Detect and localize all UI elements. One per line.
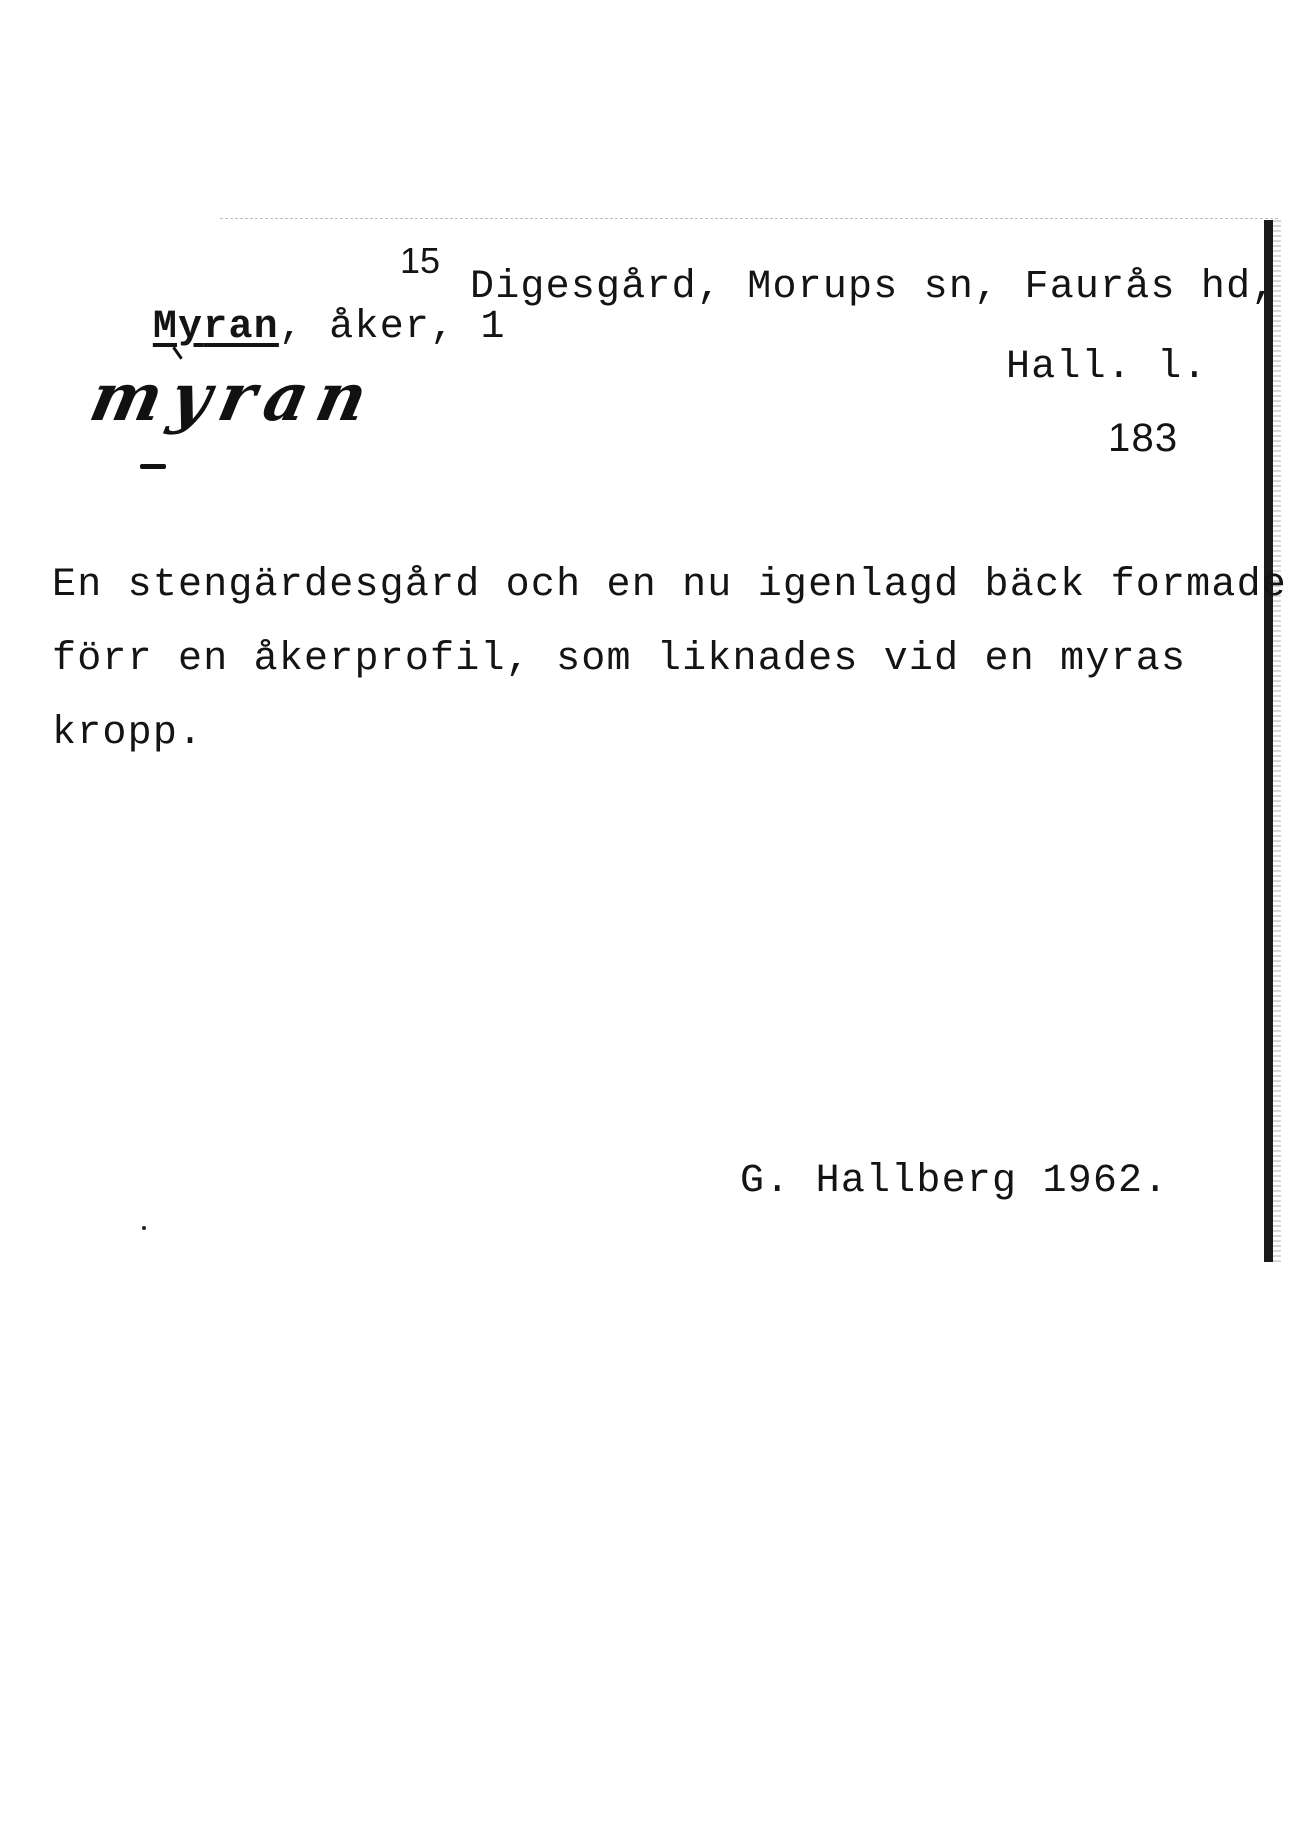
body-line-2: förr en åkerprofil, som liknades vid en myras — [52, 637, 1187, 682]
headword — [153, 305, 279, 350]
province-text: Hall. l. — [1006, 345, 1208, 390]
body-line-1: En stengärdesgård och en nu igenlagd bäck formade — [52, 563, 1287, 608]
location-text: Digesgård, Morups sn, Faurås hd, — [470, 265, 1277, 310]
body-line-3: kropp. — [52, 711, 204, 756]
handwriting-underline — [140, 464, 166, 469]
card-number: 183 — [1108, 416, 1179, 460]
superscript-number: 15 — [400, 240, 441, 281]
card-right-border — [1264, 220, 1273, 1262]
ink-speck — [142, 1226, 146, 1230]
handwritten-form: myran — [83, 358, 385, 436]
headword-rest: ran — [203, 305, 279, 350]
headword-prefix: My — [152, 305, 204, 350]
field-type-and-number: , åker, 1 — [278, 305, 506, 350]
card-top-edge — [220, 218, 1278, 219]
signature: G. Hallberg 1962. — [740, 1159, 1169, 1204]
card-right-border-shadow — [1273, 220, 1281, 1262]
